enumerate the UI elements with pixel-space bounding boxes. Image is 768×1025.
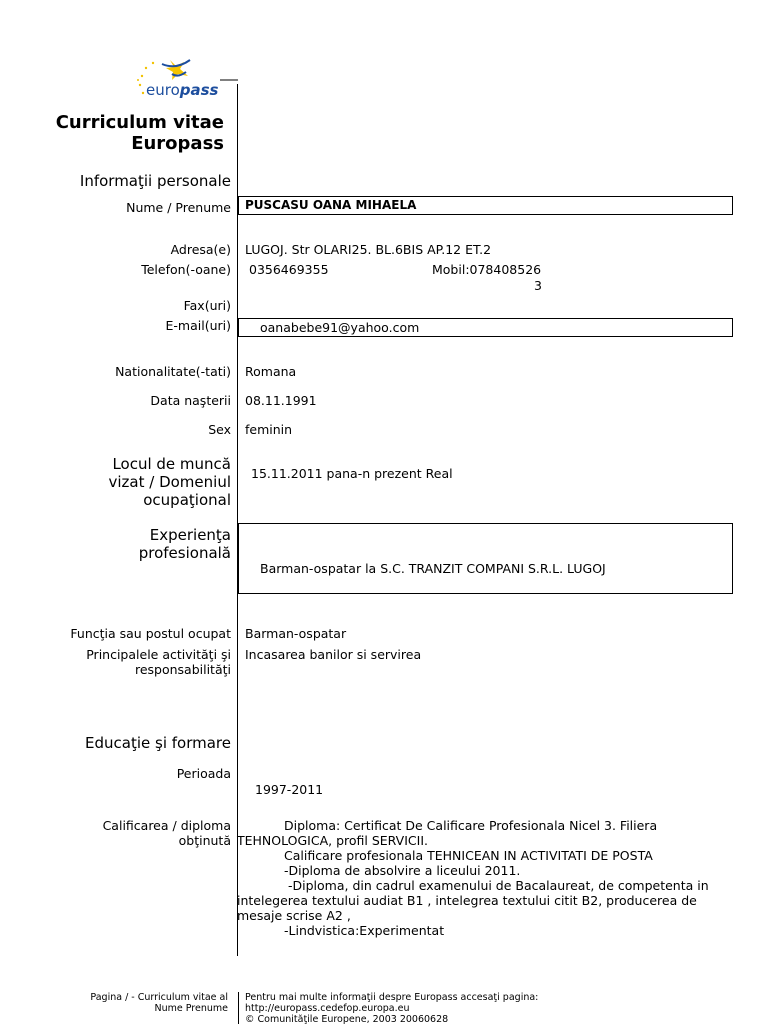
- cv-title-line1: Curriculum vitae: [55, 112, 224, 133]
- qualification-label: [103, 818, 231, 848]
- footer-right: [245, 992, 538, 1025]
- mobile-value-continued: 3: [534, 278, 542, 293]
- qualification-line: -Diploma, din cadrul examenului de Bacalaureat, de competenta in: [288, 878, 709, 893]
- footer-right-line1: Pentru mai multe informaţii despre Europass accesaţi pagina:: [245, 992, 539, 1003]
- birth-date-label: Data naşterii: [150, 393, 231, 408]
- desired-job-value: 15.11.2011 pana-n prezent Real: [251, 466, 453, 481]
- fax-label: Fax(uri): [183, 298, 231, 313]
- education-heading: Educaţie şi formare: [85, 734, 231, 752]
- footer-link[interactable]: http://europass.cedefop.europa.eu: [245, 1003, 410, 1014]
- nationality-label: Nationalitate(-tati): [115, 364, 231, 379]
- qualification-line: Diploma: Certificat De Calificare Profesionala Nicel 3. Filiera: [284, 818, 658, 833]
- qualification-label-line1: Calificarea / diploma: [102, 818, 231, 833]
- period-value: 1997-2011: [255, 782, 324, 797]
- phone-value: 0356469355: [249, 262, 329, 277]
- email-value: oanabebe91@yahoo.com: [260, 320, 420, 335]
- qualification-line: Calificare profesionala TEHNICEAN IN ACTIVITATI DE POSTA: [284, 848, 653, 863]
- period-label: Perioada: [176, 766, 231, 781]
- work-experience-box: [238, 523, 733, 594]
- address-label: Adresa(e): [170, 242, 231, 257]
- qualification-line: intelegerea textului audiat B1 , intelegrea textului citit B2, producerea de: [237, 893, 697, 908]
- desired-job-heading-line2: vizat / Domeniul: [108, 473, 231, 491]
- qualification-label-line2: obţinută: [178, 833, 231, 848]
- sex-value: feminin: [245, 422, 293, 437]
- phone-label: Telefon(-oane): [141, 262, 231, 277]
- personal-info-heading: Informaţii personale: [79, 172, 231, 190]
- email-label: E-mail(uri): [165, 318, 231, 333]
- footer-left-line1: Pagina / - Curriculum vitae al: [90, 992, 228, 1003]
- cv-title-line2: Europass: [131, 133, 224, 154]
- qualification-line: mesaje scrise A2 ,: [237, 908, 351, 923]
- cv-title: [56, 112, 224, 154]
- name-value: PUSCASU OANA MIHAELA: [245, 198, 417, 212]
- activities-label-line2: responsabilităţi: [134, 662, 231, 677]
- work-experience-value: Barman-ospatar la S.C. TRANZIT COMPANI S.R.L. LUGOJ: [260, 561, 606, 576]
- desired-job-heading-line3: ocupaţional: [143, 491, 231, 509]
- desired-job-heading-line1: Locul de muncă: [112, 455, 231, 473]
- qualification-details: [237, 818, 737, 938]
- qualification-line: -Diploma de absolvire a liceului 2011.: [284, 863, 521, 878]
- position-value: Barman-ospatar: [245, 626, 347, 641]
- qualification-line: TEHNOLOGICA, profil SERVICII.: [237, 833, 428, 848]
- activities-label: [86, 647, 231, 677]
- address-value: LUGOJ. Str OLARI25. BL.6BIS AP.12 ET.2: [245, 242, 492, 257]
- footer-copyright: © Comunităţile Europene, 2003 20060628: [245, 1014, 449, 1025]
- qualification-line: -Lindvistica:Experimentat: [284, 923, 445, 938]
- work-experience-heading-line2: profesională: [138, 544, 231, 562]
- europass-logo-text: europass: [146, 81, 219, 99]
- desired-job-heading: [109, 455, 232, 509]
- footer-divider: [238, 992, 239, 1024]
- footer-left-line2: Nume Prenume: [154, 1003, 228, 1014]
- mobile-value: Mobil:078408526: [432, 262, 542, 277]
- footer-left: [90, 992, 228, 1014]
- work-experience-heading: [139, 526, 231, 562]
- name-label: Nume / Prenume: [126, 200, 231, 215]
- birth-date-value: 08.11.1991: [245, 393, 317, 408]
- position-label: Funcţia sau postul ocupat: [70, 626, 231, 641]
- work-experience-heading-line1: Experienţa: [149, 526, 231, 544]
- sex-label: Sex: [208, 422, 231, 437]
- nationality-value: Romana: [245, 364, 297, 379]
- activities-label-line1: Principalele activităţi şi: [86, 647, 231, 662]
- activities-value: Incasarea banilor si servirea: [245, 647, 422, 662]
